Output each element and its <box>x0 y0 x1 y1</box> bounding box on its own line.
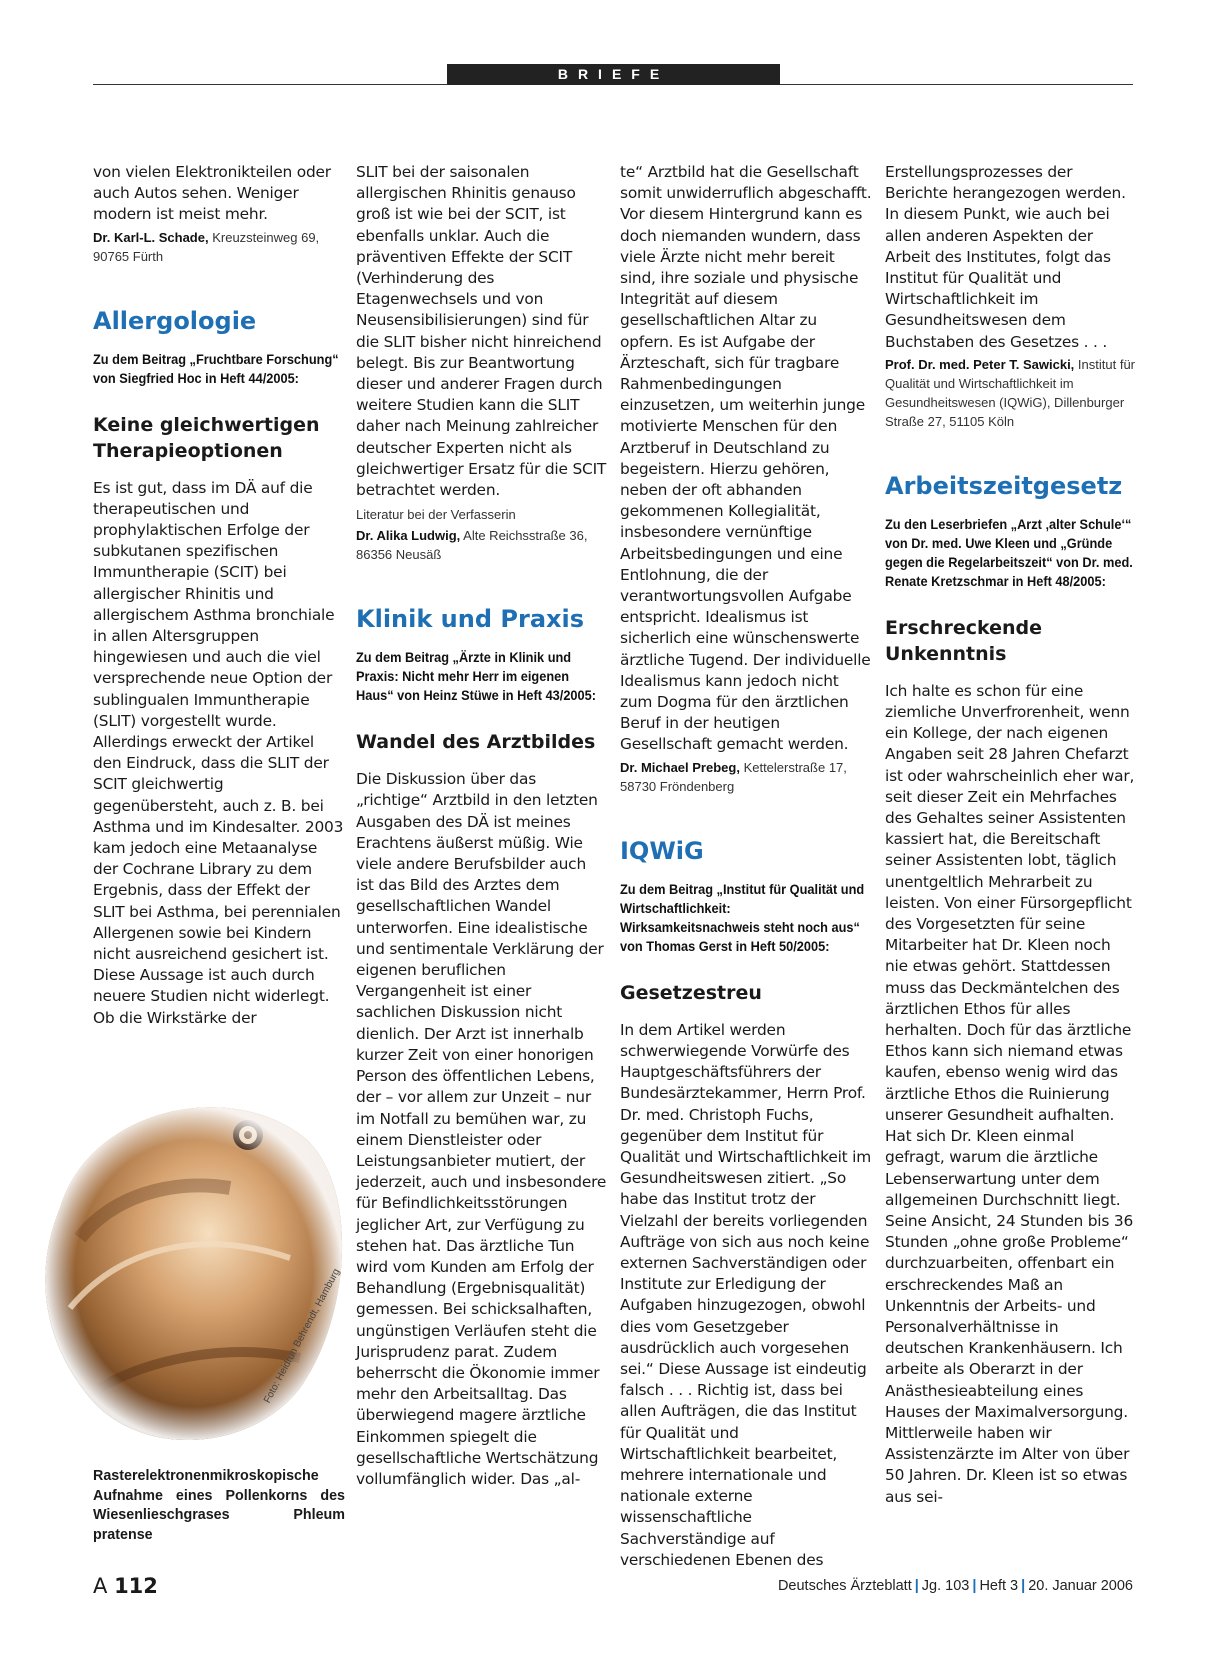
journal-name: Deutsches Ärzteblatt <box>777 1578 912 1594</box>
photo-credit: Foto: Heidrun Behrendt, Hamburg <box>262 1266 343 1406</box>
signature <box>356 526 608 564</box>
signature-address: Kreuzsteinweg 69, 90765 Fürth <box>93 229 320 264</box>
signature-address: Kettelerstraße 17, 58730 Fröndenberg <box>620 759 847 794</box>
letter-body: Erstellungsprozesses der Berichte herangezogen werden. In diesem Punkt, wie auch bei allen anderen Aspekten der Arbeit des Institutes, folgt das Institut für Qualität und Wirtschaftlichkeit im Gesundheitswesen dem Buchstaben des Gesetzes . . . <box>885 163 1126 351</box>
letter-body: SLIT bei der saisonalen allergischen Rhinitis genauso groß ist wie bei der SCIT, ist ebenfalls unklar. Auch die präventiven Effekte der SCIT (Verhinderung des Etagenwechsels und von Neusensibilisierungen) sind für die SLIT bisher nicht hinreichend belegt. Bis zur Beantwortung dieser und anderer Fragen durch weitere Studien kann die SLIT daher nach Meinung zahlreicher deutscher Experten nicht als gleichwertiger Ersatz für die SCIT betrachtet werden. <box>356 163 607 500</box>
article-reference: Zu dem Beitrag „Ärzte in Klinik und Praxis: Nicht mehr Herr im eigenen Haus“ von Heinz Stüwe in Heft 43/2005: <box>356 650 597 704</box>
column-2 <box>356 162 608 1490</box>
letter-headline: Erschreckende Unkenntnis <box>885 616 1042 665</box>
article-reference: Zu dem Beitrag „Institut für Qualität und Wirtschaftlichkeit: Wirksamkeitsnachweis steht noch aus“ von Thomas Gerst in Heft 50/2005: <box>620 881 865 954</box>
letter-body-2: Die Diskussion über das „richtige“ Arztbild in den letzten Ausgaben des DÄ ist meines Erachtens äußerst müßig. Wie viele andere Berufsbilder auch ist das Bild des Arztes dem gesellschaftlichen Wandel unterworfen. Eine idealistische und sentimentale Verklärung der eigenen beruflichen Vergangenheit ist einer sachlichen Diskussion nicht dienlich. Der Arzt ist innerhalb kurzer Zeit von einer honorigen Person des öffentlichen Lebens, der – vor allem zur Unzeit – nur im Notfall zu bemühen war, zu einem Dienstleister oder Leistungsanbieter mutiert, der jederzeit, auch und insbesondere für Befindlichkeitsstörungen jeglicher Art, zur Verfügung zu stehen hat. Das ärztliche Tun wird vom Kunden am Erfolg der Behandlung (Ergebnisqualität) gemessen. Bei schicksalhaften, ungünstigen Verläufen steht die Jurisprudenz parat. Zudem beherrscht die Ökonomie immer mehr den Arbeitsalltag. Das überwiegend magere ärztliche Einkommen spiegelt die gesellschaftliche Wertschätzung vollumfänglich wider. Das „al- <box>356 770 607 1488</box>
section-heading-klinik-und-praxis: Klinik und Praxis <box>356 605 584 634</box>
letter-body-2: In dem Artikel werden schwerwiegende Vorwürfe des Hauptgeschäftsführers der Bundesärztekammer, Herrn Prof. Dr. med. Christoph Fuchs, gegenüber dem Institut für Qualität und Wirtschaftlichkeit im Gesundheitswesen zitiert. „So habe das Institut trotz der Vielzahl der bereits vorliegenden Aufträge von sich aus noch keine externen Sachverständigen oder Institute zur Erledigung der Aufgaben hinzugezogen, obwohl dies vom Gesetzgeber ausdrücklich auch vorgesehen sei.“ Diese Aussage ist eindeutig falsch . . . Richtig ist, dass bei allen Aufträgen, die das Institut für Qualität und Wirtschaftlichkeit bearbeitet, mehrere internationale und nationale externe wissenschaftliche Sachverständige auf verschiedenen Ebenen des <box>620 1020 872 1569</box>
signature-name: Dr. Michael Prebeg, <box>620 759 740 775</box>
signature-name: Prof. Dr. med. Peter T. Sawicki, <box>885 356 1075 372</box>
signature-name: Dr. Karl-L. Schade, <box>93 229 209 245</box>
pollen-photo <box>30 1058 350 1468</box>
signature-address: Institut für Qualität und Wirtschaftlichkeit im Gesundheitswesen (IQWiG), Dillenburger Straße 27, 51105 Köln <box>885 356 1135 429</box>
signature-name: Dr. Alika Ludwig, <box>356 528 461 544</box>
intro-text: von vielen Elektronikteilen oder auch Autos sehen. Weniger modern ist meist mehr. <box>93 163 331 224</box>
article-reference: Zu dem Beitrag „Fruchtbare Forschung“ von Siegfried Hoc in Heft 44/2005: <box>93 351 339 386</box>
journal-date: 20. Januar 2006 <box>1028 1578 1133 1594</box>
page-number-value: 112 <box>114 1574 158 1598</box>
column-4 <box>885 162 1137 1508</box>
letter-headline: Wandel des Arztbildes <box>356 731 596 754</box>
signature <box>620 758 872 796</box>
journal-volume: Jg. 103 <box>921 1578 970 1594</box>
letter-body-2: Ich halte es schon für eine ziemliche Unverfrorenheit, wenn ein Kollege, der nach eigenen Angaben seit 28 Jahren Chefarzt ist oder wahrscheinlich eher war, seit dieser Zeit ein Mehrfaches des Gehaltes seiner Assistenten kassiert hat, die Bereitschaft seiner Assistenten lobt, täglich unentgeltlich Mehrarbeit zu leisten. Von einer Fürsorgepflicht des Vorgesetzten für seine Mitarbeiter hat Dr. Kleen noch nie etwas gehört. Stattdessen muss das Deckmäntelchen des ärztlichen Ethos für alles herhalten. Doch für das ärztliche Ethos kann sich niemand etwas kaufen, ebenso wenig wird das ärztliche Ethos die Ruinierung unserer Gesundheit aufhalten. Hat sich Dr. Kleen einmal gefragt, warum die ärztliche Lebenserwartung unter dem allgemeinen Durchschnitt liegt. Seine Ansicht, 24 Stunden bis 36 Stunden „ohne große Probleme“ durchzuarbeiten, offenbart ein erschreckendes Maß an Unkenntnis der Arbeits- und Personalverhältnisse in deutschen Krankenhäusern. Ich arbeite als Oberarzt in der Anästhesieabteilung eines Hauses der Maximalversorgung. Mittlerweile haben wir Assistenzärzte im Alter von über 50 Jahren. Dr. Kleen ist so etwas aus sei- <box>885 681 1135 1506</box>
signature <box>885 355 1137 431</box>
journal-info: Deutsches Ärzteblatt | Jg. 103 | Heft 3 | 20. Januar 2006 <box>777 1578 1133 1594</box>
page-prefix: A <box>93 1574 108 1598</box>
literature-note: Literatur bei der Verfasserin <box>356 507 516 523</box>
signature-address: Alte Reichsstraße 36, 86356 Neusäß <box>356 528 588 563</box>
page-footer <box>93 1574 1133 1600</box>
letter-body: te“ Arztbild hat die Gesellschaft somit unwiderruflich abgeschafft. Vor diesem Hintergrund kann es doch niemanden wundern, dass viele Ärzte nicht mehr bereit sind, ihre soziale und physische Integrität auf diesem gesellschaftlichen Altar zu opfern. Es ist Aufgabe der Ärzteschaft, sich für tragbare Rahmenbedingungen einzusetzen, um weiterhin junge motivierte Menschen für den Arztberuf in Deutschland zu begeistern. Hierzu gehören, neben der oft abhanden gekommenen Kollegialität, insbesondere vernünftige Arbeitsbedingungen und eine Entlohnung, die der verantwortungsvollen Aufgabe entspricht. Idealismus ist sicherlich eine wünschenswerte ärztliche Tugend. Der individuelle Idealismus kann jedoch nicht zum Dogma für den ärztlichen Beruf in der heutigen Gesellschaft gemacht werden. <box>620 163 872 754</box>
letter-body: Es ist gut, dass im DÄ auf die therapeutischen und prophylaktischen Erfolge der subkutanen spezifischen Immuntherapie (SCIT) bei allergischer Rhinitis und allergischem Asthma bronchiale in allen Altersgruppen hingewiesen und auch die viel versprechende neue Option der sublingualen Immuntherapie (SLIT) vorgestellt wurde. Allerdings erweckt der Artikel den Eindruck, dass die SLIT der SCIT gleichwertig gegenübersteht, auch z. B. bei Asthma und im Kindesalter. 2003 kam jedoch eine Metaanalyse der Cochrane Library zu dem Ergebnis, dass der Effekt der SLIT bei Asthma, bei perennialen Allergenen sowie bei Kindern nicht ausreichend gesichert ist. Diese Aussage ist auch durch neuere Studien nicht widerlegt. Ob die Wirkstärke der <box>93 478 344 1027</box>
section-heading-allergologie: Allergologie <box>93 306 257 335</box>
letter-headline: Gesetzestreu <box>620 981 762 1004</box>
photo-caption: Rasterelektronenmikroskopische Aufnahme eines Pollenkorns des Wiesenlieschgrases Phleum pratense <box>93 1468 345 1543</box>
column-1 <box>93 162 345 1029</box>
column-3 <box>620 162 872 1571</box>
letter-headline: Keine gleichwertigen Therapieoptionen <box>93 413 320 462</box>
article-reference: Zu den Leserbriefen „Arzt ‚alter Schule‘“ von Dr. med. Uwe Kleen und „Gründe gegen die Regelarbeitszeit“ von Dr. med. Renate Kretzschmar in Heft 48/2005: <box>885 516 1133 589</box>
page-number <box>93 1574 158 1598</box>
journal-issue: Heft 3 <box>979 1578 1019 1594</box>
signature <box>93 228 345 266</box>
section-heading-iqwig: IQWiG <box>620 836 704 865</box>
section-heading-arbeitszeitgesetz: Arbeitszeitgesetz <box>885 471 1123 500</box>
section-tag: BRIEFE <box>447 64 780 85</box>
